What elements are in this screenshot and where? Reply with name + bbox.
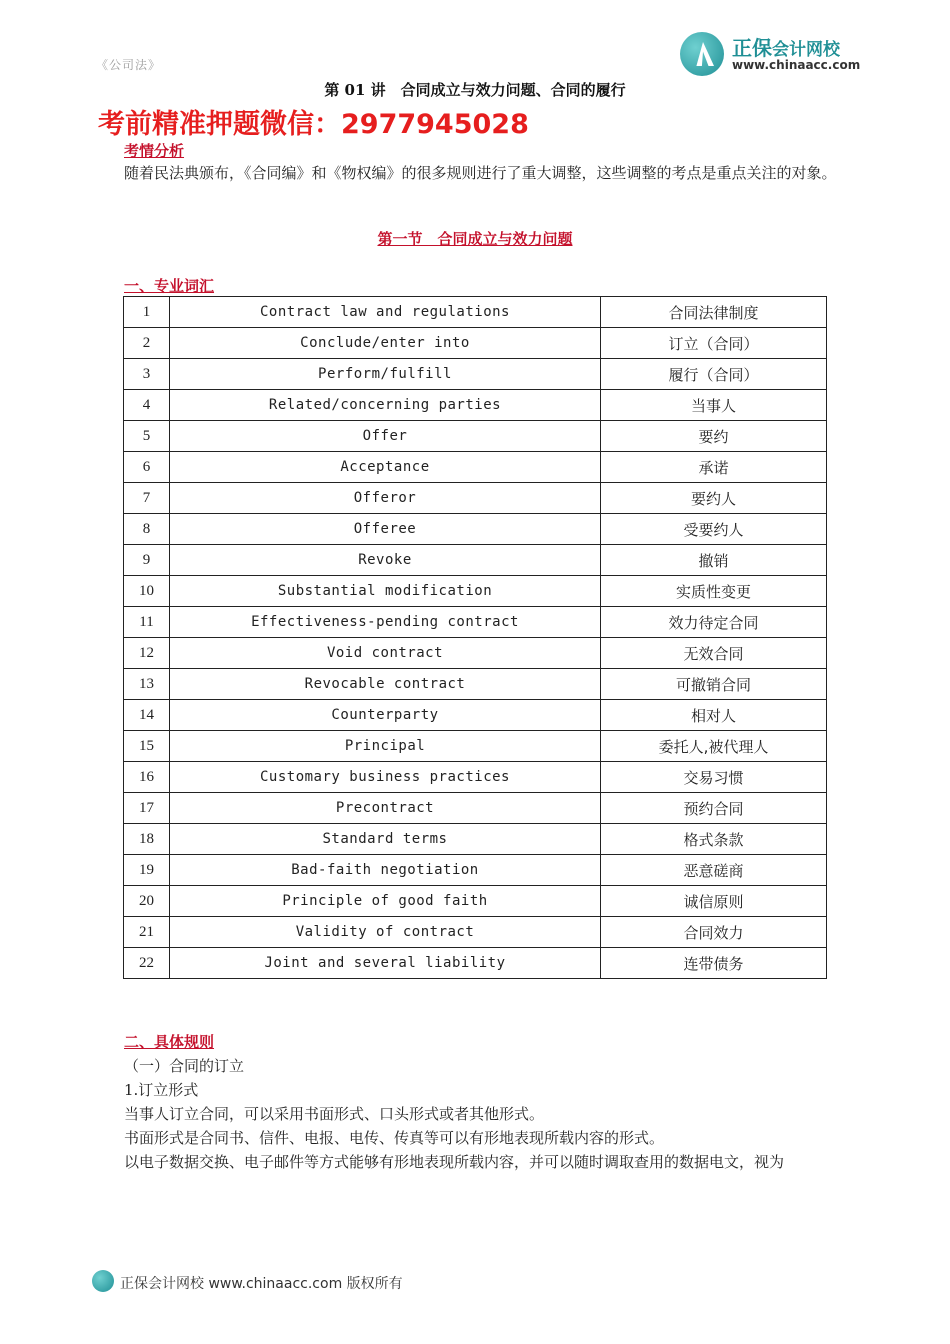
header-faded-text: 《公司法》 <box>96 58 162 72</box>
row-number: 13 <box>124 669 170 700</box>
chinese-term: 要约人 <box>601 483 827 514</box>
row-number: 4 <box>124 390 170 421</box>
row-number: 6 <box>124 452 170 483</box>
english-term: Standard terms <box>170 824 601 855</box>
chinese-term: 订立（合同） <box>601 328 827 359</box>
table-row <box>124 731 827 762</box>
chinese-term: 无效合同 <box>601 638 827 669</box>
row-number: 12 <box>124 638 170 669</box>
rules-item-title: 1.订立形式 <box>124 1081 199 1099</box>
row-number: 7 <box>124 483 170 514</box>
chinese-term: 诚信原则 <box>601 886 827 917</box>
table-row <box>124 545 827 576</box>
row-number: 11 <box>124 607 170 638</box>
analysis-heading: 考情分析 <box>124 142 185 160</box>
rules-paragraph-2: 书面形式是合同书、信件、电报、电传、传真等可以有形地表现所载内容的形式。 <box>124 1129 665 1147</box>
table-row <box>124 390 827 421</box>
row-number: 18 <box>124 824 170 855</box>
row-number: 17 <box>124 793 170 824</box>
chinese-term: 承诺 <box>601 452 827 483</box>
chinaacc-logo <box>680 30 880 80</box>
chinese-term: 合同法律制度 <box>601 297 827 328</box>
row-number: 3 <box>124 359 170 390</box>
rules-subheading: （一）合同的订立 <box>124 1057 245 1075</box>
row-number: 10 <box>124 576 170 607</box>
chinese-term: 连带债务 <box>601 948 827 979</box>
chinese-term: 撤销 <box>601 545 827 576</box>
chinese-term: 实质性变更 <box>601 576 827 607</box>
table-row <box>124 793 827 824</box>
logo-emblem-icon <box>680 32 724 76</box>
table-row <box>124 607 827 638</box>
english-term: Perform/fulfill <box>170 359 601 390</box>
chinese-term: 相对人 <box>601 700 827 731</box>
english-term: Offer <box>170 421 601 452</box>
table-row <box>124 700 827 731</box>
rules-heading: 二、具体规则 <box>124 1033 215 1051</box>
section-title: 第一节 合同成立与效力问题 <box>377 230 573 248</box>
english-term: Contract law and regulations <box>170 297 601 328</box>
chinese-term: 当事人 <box>601 390 827 421</box>
english-term: Joint and several liability <box>170 948 601 979</box>
chinese-term: 效力待定合同 <box>601 607 827 638</box>
chinese-term: 受要约人 <box>601 514 827 545</box>
table-row <box>124 669 827 700</box>
english-term: Void contract <box>170 638 601 669</box>
english-term: Acceptance <box>170 452 601 483</box>
vocab-table <box>123 296 827 979</box>
table-row <box>124 824 827 855</box>
rules-paragraph-1: 当事人订立合同，可以采用书面形式、口头形式或者其他形式。 <box>124 1105 545 1123</box>
english-term: Effectiveness-pending contract <box>170 607 601 638</box>
english-term: Validity of contract <box>170 917 601 948</box>
chinese-term: 要约 <box>601 421 827 452</box>
lecture-title: 第 01 讲 合同成立与效力问题、合同的履行 <box>324 81 626 99</box>
table-row <box>124 297 827 328</box>
row-number: 2 <box>124 328 170 359</box>
footer-text: 正保会计网校 www.chinaacc.com 版权所有 <box>120 1276 403 1292</box>
row-number: 15 <box>124 731 170 762</box>
table-row <box>124 514 827 545</box>
english-term: Principle of good faith <box>170 886 601 917</box>
table-row <box>124 638 827 669</box>
table-row <box>124 576 827 607</box>
english-term: Offeror <box>170 483 601 514</box>
promo-banner: 考前精准押题微信：2977945028 <box>98 109 529 140</box>
english-term: Revoke <box>170 545 601 576</box>
english-term: Substantial modification <box>170 576 601 607</box>
english-term: Counterparty <box>170 700 601 731</box>
table-row <box>124 452 827 483</box>
logo-name: 正保会计网校 <box>732 36 840 60</box>
chinese-term: 委托人,被代理人 <box>601 731 827 762</box>
table-row <box>124 917 827 948</box>
chinese-term: 合同效力 <box>601 917 827 948</box>
row-number: 16 <box>124 762 170 793</box>
table-row <box>124 359 827 390</box>
english-term: Customary business practices <box>170 762 601 793</box>
row-number: 14 <box>124 700 170 731</box>
table-row <box>124 421 827 452</box>
chinese-term: 格式条款 <box>601 824 827 855</box>
table-row <box>124 328 827 359</box>
row-number: 9 <box>124 545 170 576</box>
chinese-term: 可撤销合同 <box>601 669 827 700</box>
row-number: 21 <box>124 917 170 948</box>
chinese-term: 交易习惯 <box>601 762 827 793</box>
chinese-term: 恶意磋商 <box>601 855 827 886</box>
chinese-term: 履行（合同） <box>601 359 827 390</box>
english-term: Principal <box>170 731 601 762</box>
row-number: 8 <box>124 514 170 545</box>
english-term: Precontract <box>170 793 601 824</box>
row-number: 22 <box>124 948 170 979</box>
table-row <box>124 948 827 979</box>
footer-logo-icon <box>92 1270 114 1292</box>
english-term: Revocable contract <box>170 669 601 700</box>
row-number: 1 <box>124 297 170 328</box>
table-row <box>124 886 827 917</box>
english-term: Bad-faith negotiation <box>170 855 601 886</box>
logo-url: www.chinaacc.com <box>732 58 861 72</box>
vocab-heading: 一、专业词汇 <box>124 277 215 295</box>
row-number: 20 <box>124 886 170 917</box>
table-row <box>124 855 827 886</box>
row-number: 19 <box>124 855 170 886</box>
chinese-term: 预约合同 <box>601 793 827 824</box>
analysis-body: 随着民法典颁布，《合同编》和《物权编》的很多规则进行了重大调整，这些调整的考点是重点关注的对象。 <box>124 164 837 182</box>
english-term: Conclude/enter into <box>170 328 601 359</box>
english-term: Offeree <box>170 514 601 545</box>
table-row <box>124 483 827 514</box>
table-row <box>124 762 827 793</box>
english-term: Related/concerning parties <box>170 390 601 421</box>
row-number: 5 <box>124 421 170 452</box>
rules-paragraph-3: 以电子数据交换、电子邮件等方式能够有形地表现所载内容，并可以随时调取查用的数据电文，视为 <box>124 1153 785 1171</box>
